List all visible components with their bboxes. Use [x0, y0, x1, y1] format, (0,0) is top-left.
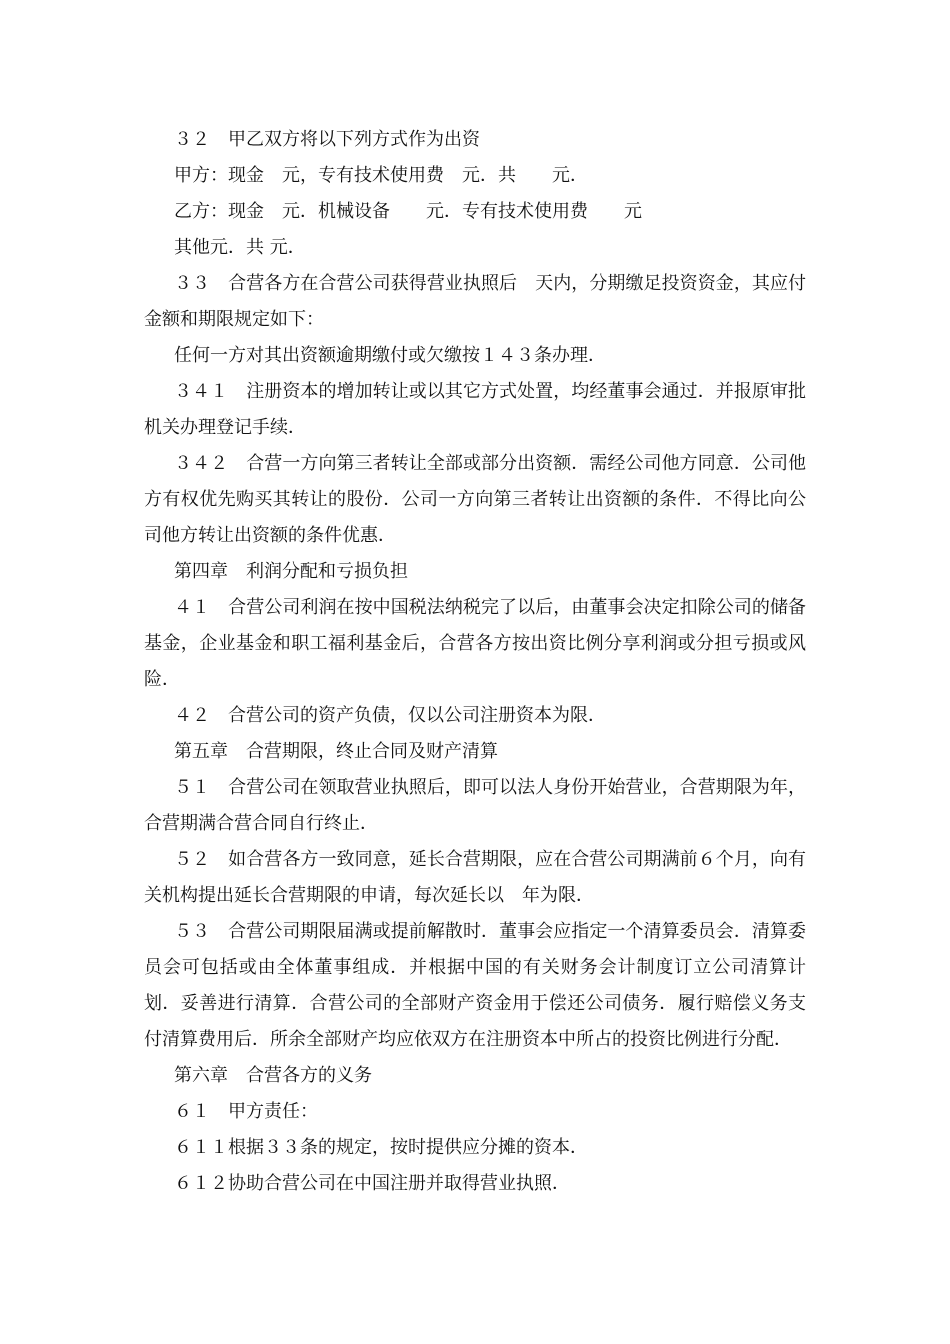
document-body	[144, 122, 806, 1202]
paragraph-3-2: ３２ 甲乙双方将以下列方式作为出资	[174, 129, 480, 150]
paragraph-late-payment: 任何一方对其出资额逾期缴付或欠缴按１４３条办理．	[174, 345, 606, 366]
paragraph-6-1: ６１ 甲方责任：	[174, 1101, 318, 1122]
paragraph-5-2: ５２ 如合营各方一致同意，延长合营期限，应在合营公司期满前６个月，向有关机构提出延长合营期限的申请，每次延长以 年为限．	[144, 849, 806, 906]
paragraph-other-contribution: 其他元．共 元．	[174, 237, 306, 258]
paragraph-5-3: ５３ 合营公司期限届满或提前解散时．董事会应指定一个清算委员会．清算委员会可包括或由全体董事组成．并根据中国的有关财务会计制度订立公司清算计划．妥善进行清算．合营公司的全部财产资金用于偿还公司债务．履行赔偿义务支付清算费用后．所余全部财产均应依双方在注册资本中所占的投资比例进行分配．	[144, 921, 806, 1050]
paragraph-4-2: ４２ 合营公司的资产负债，仅以公司注册资本为限．	[174, 705, 606, 726]
paragraph-4-1: ４１ 合营公司利润在按中国税法纳税完了以后，由董事会决定扣除公司的储备基金，企业基金和职工福利基金后，合营各方按出资比例分享利润或分担亏损或风险．	[144, 597, 806, 690]
paragraph-3-4-2: ３４２ 合营一方向第三者转让全部或部分出资额．需经公司他方同意．公司他方有权优先购买其转让的股份．公司一方向第三者转让出资额的条件．不得比向公司他方转让出资额的条件优惠．	[144, 453, 806, 546]
paragraph-3-4-1: ３４１ 注册资本的增加转让或以其它方式处置，均经董事会通过．并报原审批机关办理登记手续．	[144, 381, 806, 438]
paragraph-party-a-contribution: 甲方：现金 元，专有技术使用费 元．共 元．	[174, 165, 588, 186]
chapter-4-heading: 第四章 利润分配和亏损负担	[174, 561, 408, 582]
chapter-6-heading: 第六章 合营各方的义务	[174, 1065, 372, 1086]
paragraph-party-b-contribution: 乙方：现金 元．机械设备 元．专有技术使用费 元	[174, 201, 642, 222]
paragraph-6-1-1: ６１１根据３３条的规定，按时提供应分摊的资本．	[174, 1137, 588, 1158]
paragraph-3-3: ３３ 合营各方在合营公司获得营业执照后 天内，分期缴足投资资金，其应付金额和期限规定如下：	[144, 273, 806, 330]
paragraph-5-1: ５１ 合营公司在领取营业执照后，即可以法人身份开始营业，合营期限为年，合营期满合营合同自行终止．	[144, 777, 806, 834]
chapter-5-heading: 第五章 合营期限，终止合同及财产清算	[174, 741, 498, 762]
paragraph-6-1-2: ６１２协助合营公司在中国注册并取得营业执照．	[174, 1173, 570, 1194]
